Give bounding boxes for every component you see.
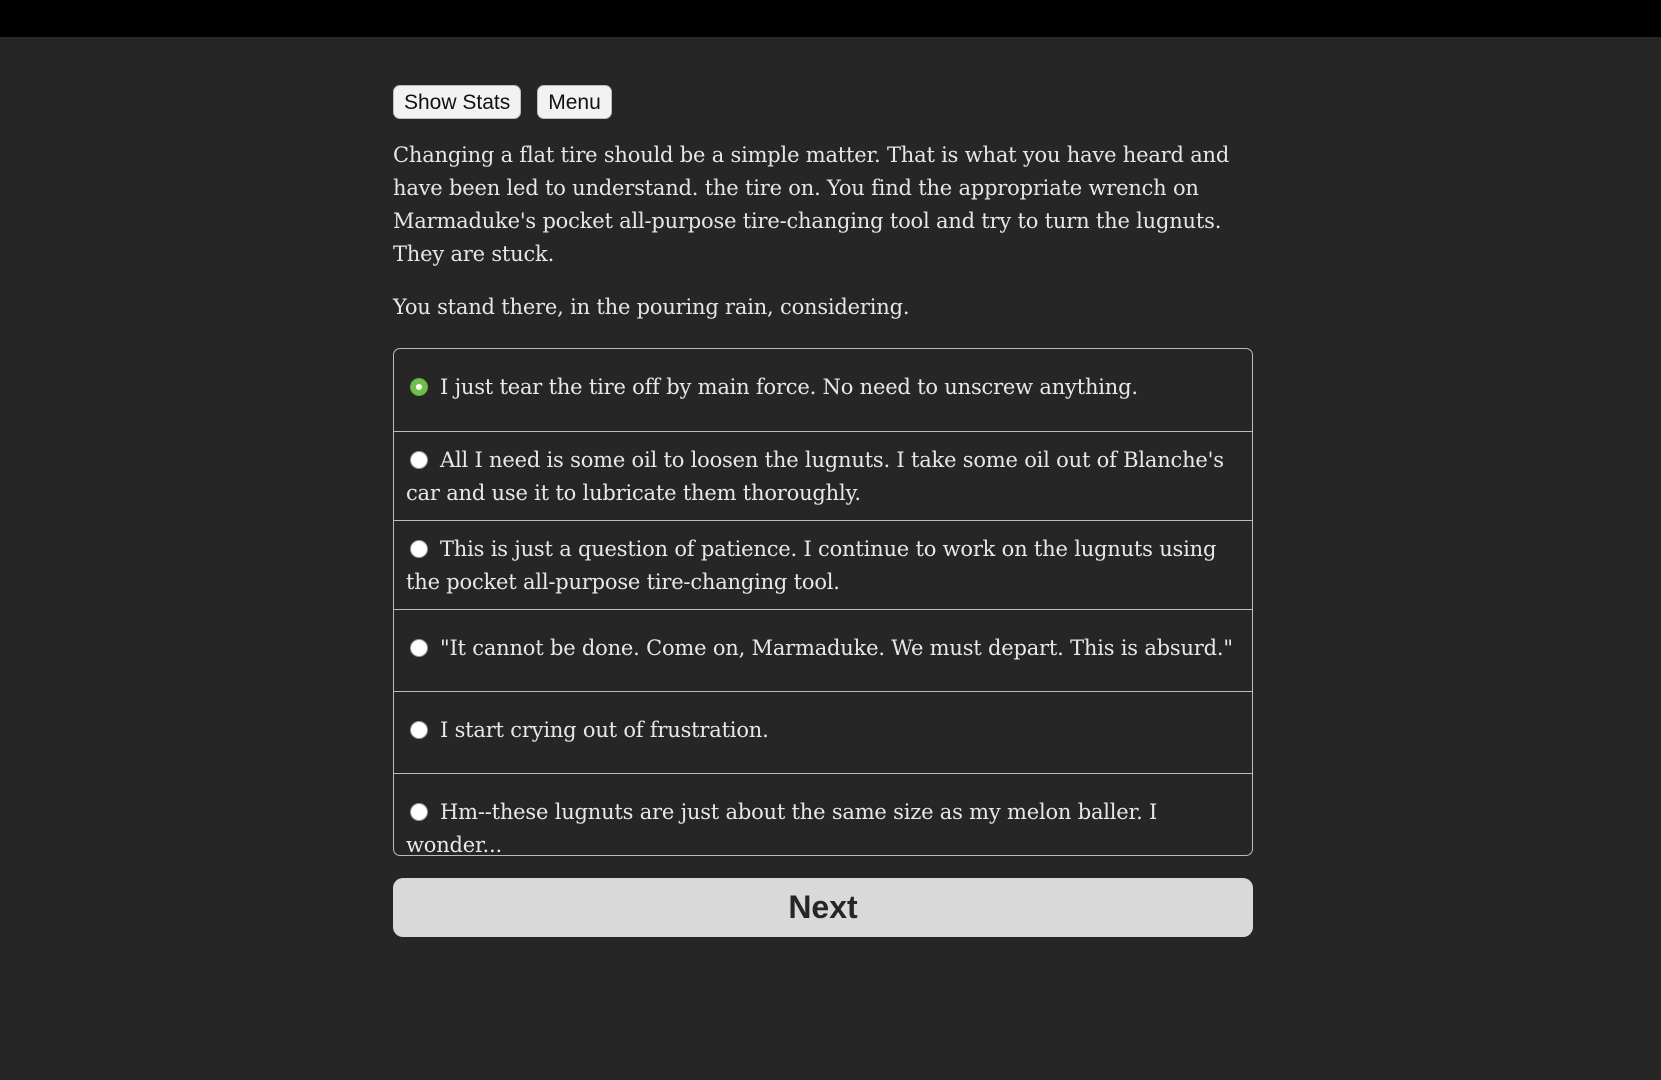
choice-label: "It cannot be done. Come on, Marmaduke. We must depart. This is absurd." — [440, 636, 1233, 660]
narrative-text — [393, 139, 1253, 324]
choice-option-cry[interactable] — [394, 691, 1252, 773]
choice-option-melon-baller[interactable] — [394, 773, 1252, 855]
choice-option-patience[interactable] — [394, 520, 1252, 609]
radio-icon[interactable] — [410, 540, 428, 558]
choice-list — [393, 348, 1253, 856]
choice-label: I start crying out of frustration. — [440, 718, 769, 742]
radio-icon[interactable] — [410, 639, 428, 657]
radio-icon[interactable] — [410, 451, 428, 469]
choice-option-tear-tire[interactable] — [394, 349, 1252, 431]
narrative-paragraph: Changing a flat tire should be a simple matter. That is what you have heard and have been led to understand. the tire on. You find the appropriate wrench on Marmaduke's pocket all-purpose tire-changing tool and try to turn the lugnuts. They are stuck. — [393, 143, 1230, 266]
game-content — [393, 85, 1253, 937]
choice-option-depart[interactable] — [394, 609, 1252, 691]
choice-label: This is just a question of patience. I continue to work on the lugnuts using the pocket all-purpose tire-changing tool. — [406, 537, 1217, 594]
choice-label: Hm--these lugnuts are just about the same size as my melon baller. I wonder... — [406, 800, 1158, 856]
choice-label: I just tear the tire off by main force. No need to unscrew anything. — [440, 375, 1138, 399]
next-button[interactable]: Next — [393, 878, 1253, 937]
choice-option-oil[interactable] — [394, 431, 1252, 520]
radio-selected-icon[interactable] — [410, 378, 428, 396]
choice-label: All I need is some oil to loosen the lugnuts. I take some oil out of Blanche's car and use it to lubricate them thoroughly. — [406, 448, 1224, 505]
radio-icon[interactable] — [410, 803, 428, 821]
vertical-scrollbar[interactable] — [1640, 37, 1661, 1080]
window-top-bar — [0, 0, 1661, 37]
show-stats-button[interactable]: Show Stats — [393, 85, 521, 119]
radio-icon[interactable] — [410, 721, 428, 739]
narrative-paragraph: You stand there, in the pouring rain, considering. — [393, 295, 910, 319]
top-button-bar — [393, 85, 1253, 119]
menu-button[interactable]: Menu — [537, 85, 612, 119]
